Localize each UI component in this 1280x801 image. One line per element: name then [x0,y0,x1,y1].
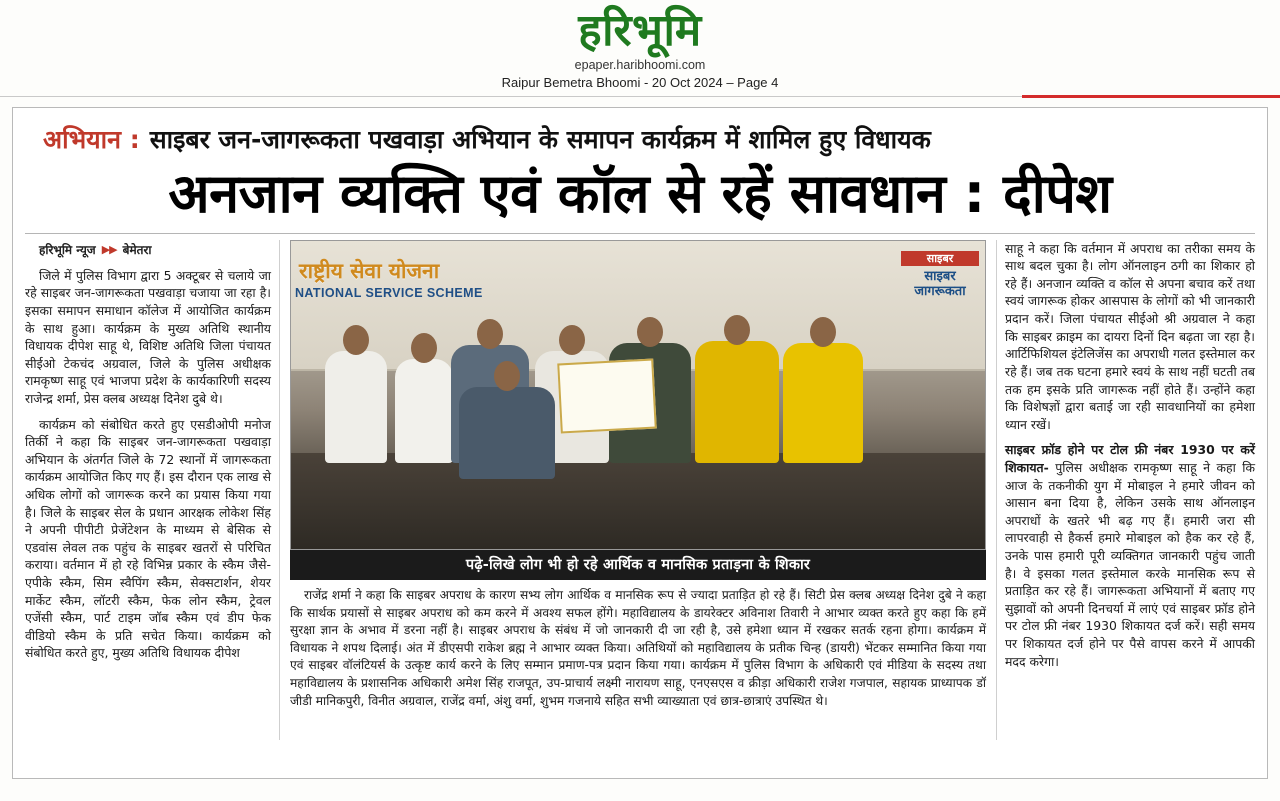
photo-person [325,351,387,463]
photo-banner-title: राष्ट्रीय सेवा योजना [299,258,440,283]
publication-logo: हरिभूमि [578,5,702,56]
photo-banner-right [901,251,979,300]
center-paragraph-1: राजेंद्र शर्मा ने कहा कि साइबर अपराध के कारण सभ्य लोग आर्थिक व मानसिक रूप से ज्यादा प्रताड़ित हो रहे हैं। सिटी प्रेस क्लब अध्यक्ष दिनेश दुबे ने कहा कि सार्थक प्रयासों से साइबर अपराध को कम करने में अवश्य सफल होंगे। महाविद्यालय के डायरेक्टर अविनाश तिवारी ने आभार व्यक्त करते हुए कहा कि हमें सुरक्षा ज्ञान के अभाव में डरना नहीं है। साइबर अपराध के संबंध में जो जानकारी दी जा रही है, उसे हमेशा ध्यान में रखकर सतर्क रहना होगा। कार्यक्रम में विधायक ने शपथ दिलाई। अंत में डीएसपी राकेश ब्रह्म ने आभार व्यक्त किया। अतिथियों को महाविद्यालय के प्रतीक चिन्ह (डायरी) भेंटकर सम्मानित किया गया एवं साइबर वॉलंटियर्स के उत्कृष्ट कार्य करने के लिए सम्मान प्रमाण-पत्र प्रदान किया गया। कार्यक्रम में पुलिस विभाग के अधिकारी एवं मीडिया के सदस्य तथा महाविद्यालय के प्रशासनिक अधिकारी अमेश सिंह राजपूत, उप-प्राचार्य लक्ष्मी नारायण साहू, एनएसएस व क्रीड़ा अधिकारी राजेश गजपाल, सहायक प्राध्यापक डॉ जीडी मानिकपुरी, विनीत अग्रवाल, राजेंद्र वर्मा, अंशु वर्मा, शुभम गजनाये सहित सभी व्याख्याता एवं छात्र-छात्राएं उपस्थित थे। [290,588,986,708]
byline-place: बेमेतरा [122,242,152,257]
right-subhead: साइबर फ्रॉड होने पर टोल फ्री नंबर 1930 पर करें शिकायत- [1005,442,1255,475]
photo-banner-subtitle: NATIONAL SERVICE SCHEME [295,285,483,300]
left-paragraph-1: जिले में पुलिस विभाग द्वारा 5 अक्टूबर से चलाये जा रहे साइबर जन-जागरूकता पखवाड़ा चजाया जा रहा है। इसका समापन समाधान कॉलेज में आयोजित कार्यक्रम के साथ हुआ। कार्यक्रम के मुख्य अतिथि स्थानीय विधायक दीपेश साहू थे, विशिष्ट अतिथि जिला पंचायत सीईओ टेकचंद अग्रवाल, जिले के पुलिस अधीक्षक रामकृष्ण साहू एवं भाजपा प्रदेश के कार्यकारिणी सदस्य राजेन्द्र शर्मा, प्रेस क्लब अध्यक्ष दिनेश दुबे थे। [25,267,271,406]
photo-table [291,453,985,549]
photo-image [291,241,985,549]
edition-line: Raipur Bemetra Bhoomi - 20 Oct 2024 – Page 4 [501,75,779,91]
article-container [12,107,1268,779]
left-paragraph-2: कार्यक्रम को संबोधित करते हुए एसडीओपी मनोज तिर्की ने कहा कि साइबर जन-जागरूकता पखवाड़ा अभियान के अंतर्गत जिले के 72 स्थानों में जागरूकता कार्यक्रम आयोजित किए गए हैं। इस दौरान एक लाख से अधिक लोगों को जागरूक करने का प्रयास किया गया है। जिले के साइबर सेल के प्रधान आरक्षक लोकेश सिंह ने अपनी पीपीटी प्रेजेंटेशन के माध्यम से बेसिक से एडवांस लेवल तक पहुंच के साइबर खतरों से परिचित कराया। वर्तमान में हो रहे विभिन्न प्रकार के स्कैम जैसे- एपीके स्कैम, सिम स्वैपिंग स्कैम, सेक्सटार्शन, शेयर मार्केट स्कैम, लॉटरी स्कैम, फेक लोन स्कैम, ट्रेवल एजेंसी स्कैम, पार्ट टाइम जॉब स्कैम एवं डीप फेक वीडियो स्कैम के प्रति सचेत किया। कार्यक्रम को संबोधित करते हुए, मुख्य अतिथि विधायक दीपेश [25,416,271,661]
headline: अनजान व्यक्ति एवं कॉल से रहें सावधान : दीपेश [168,162,1112,226]
masthead [0,0,1280,97]
masthead-divider [0,96,1280,97]
center-column [290,240,986,740]
byline-arrow-icon: ▶▶ [101,243,117,257]
byline-source: हरिभूमि न्यूज [39,242,96,257]
right-column [996,240,1255,740]
article-photo [290,240,986,550]
page-footer [0,779,1280,797]
photo-person [395,359,453,463]
kicker-text: साइबर जन-जागरूकता पखवाड़ा अभियान के समापन कार्यक्रम में शामिल हुए विधायक [149,125,931,155]
body-grid [25,240,1255,740]
kicker-row [25,118,1255,156]
masthead-accent-bar [1022,95,1280,98]
kicker-label: अभियान : [43,125,140,155]
photo-certificate [557,358,657,433]
center-text [290,587,986,710]
right-paragraph-1: साहू ने कहा कि वर्तमान में अपराध का तरीका समय के साथ बदल चुका है। लोग ऑनलाइन ठगी का शिकार हो रहे हैं। अनजान व्यक्ति व कॉल से अपना बचाव करें तथा स्वयं जागरूक होकर आसपास के लोगों को भी जानकारी प्रदान करें। जिला पंचायत सीईओ श्री अग्रवाल ने कहा कि साइबर क्राइम का दायरा दिनों दिन बढ़ता जा रहा है। आर्टिफिशियल इंटेलिजेंस का अपराधी गलत इस्तेमाल कर रहे हैं। जब तक घटना हमारे स्वयं के साथ नहीं घटती तब तक हम इसके प्रति जागरूक नहीं होते हैं। उन्होंने कहा कि विशेषज्ञों द्वारा बताई जा रही सावधानियों का हमेशा ध्यान रखें। [1005,240,1255,432]
byline [39,242,271,259]
left-column [25,240,280,740]
headline-divider [25,233,1255,234]
photo-person-seated [459,387,555,479]
site-url[interactable]: epaper.haribhoomi.com [574,58,706,73]
photo-banner-right-red: साइबर [901,251,979,266]
right-subhead-paragraph [1005,441,1255,670]
photo-banner-right-text: साइबर जागरूकता [914,268,966,300]
right-paragraph-2: पुलिस अधीक्षक रामकृष्ण साहू ने कहा कि आज के तकनीकी युग में मोबाइल ने हमारे जीवन को आसान बना दिया है, लेकिन उसके साथ ऑनलाइन अपराधों के खतरे भी बढ़ गए हैं। हमारी जरा सी लापरवाही से हैकर्स हमारे मोबाइल को हैक कर रहे हैं, उनके पास हमारी पूरी व्यक्तिगत जानकारी पहुंच जाती है। वे इसका गलत इस्तेमाल करके मानसिक रूप से प्रताड़ित कर रहे हैं। जागरूकता अभियानों में बताए गए सुझावों को अपनी दिनचर्या में लाएं एवं साइबर फ्रॉड होने पर टोल फ्री नंबर 1930 शिकायत दर्ज करें। सही समय पर शिकायत दर्ज होने पर पैसे वापस करने में आपकी मदद करेगा। [1005,459,1255,669]
photo-person [783,343,863,463]
photo-caption: पढ़े-लिखे लोग भी हो रहे आर्थिक व मानसिक प्रताड़ना के शिकार [290,550,986,581]
photo-person [695,341,779,463]
